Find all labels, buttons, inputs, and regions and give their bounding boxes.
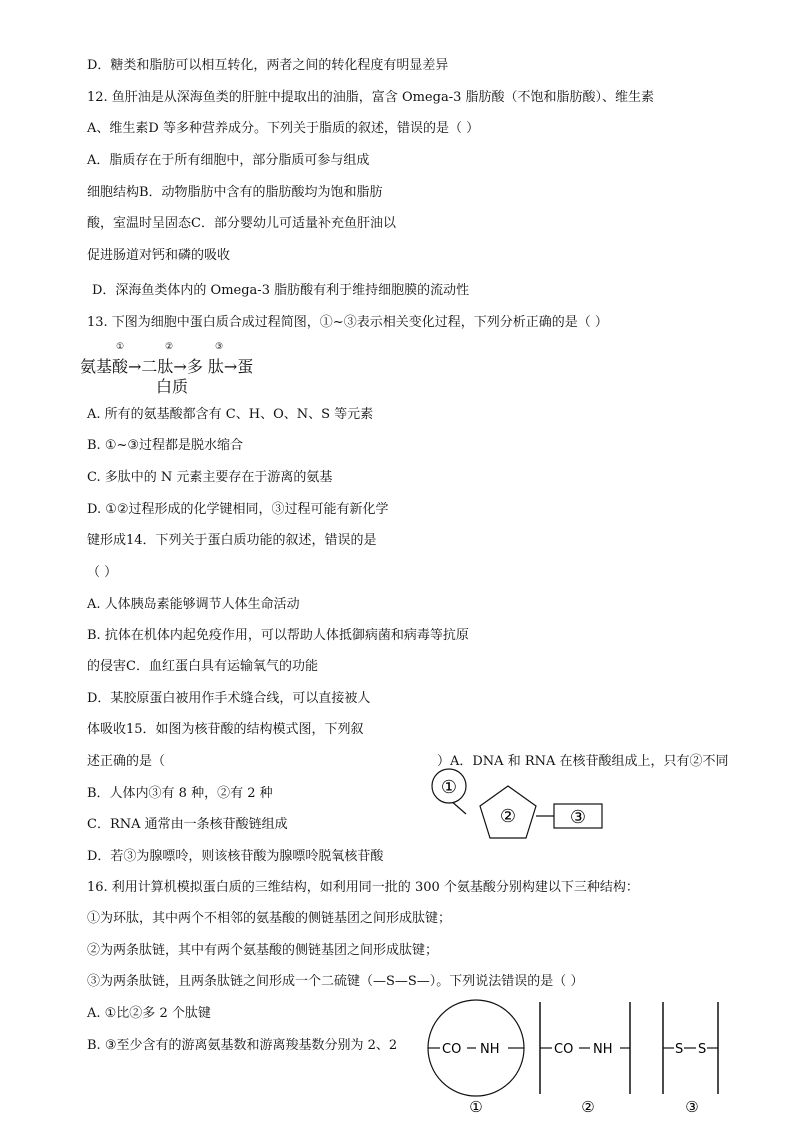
question-14-paren: （ ） [87,565,118,580]
pentose-label: ② [499,806,517,827]
question-15-option-d: D．若③为腺嘌呤，则该核苷酸为腺嘌呤脱氧核苷酸 [87,849,384,864]
sulfur-left: S [675,1042,684,1057]
question-13-stem: 13. 下图为细胞中蛋白质合成过程简图，①~③表示相关变化过程，下列分析正确的是（ ） [87,315,608,330]
question-12-option-c-cont: 促进肠道对钙和磷的吸收 [87,248,231,263]
pathway-main-text: 氨基酸→二肽→多 肽→蛋 [80,357,254,376]
question-15-stem: 体吸收15．如图为核苷酸的结构模式图，下列叙 [87,722,364,737]
question-11-option-d: D．糖类和脂肪可以相互转化，两者之间的转化程度有明显差异 [87,58,449,73]
question-12-stem-line1: 12. 鱼肝油是从深海鱼类的肝脏中提取出的油脂，富含 Omega-3 脂肪酸（不饱和脂肪酸）、维生素 [87,90,654,105]
question-16-stem: 16. 利用计算机模拟蛋白质的三维结构，如利用同一批的 300 个氨基酸分别构建以下三种结构： [87,880,639,895]
question-14-option-d: D．某胶原蛋白被用作手术缝合线，可以直接被人 [87,691,371,706]
question-13-option-a: A. 所有的氨基酸都含有 C、H、O、N、S 等元素 [87,407,374,422]
question-15-option-c: C．RNA 通常由一条核苷酸链组成 [87,817,288,832]
phosphate-label: ① [440,777,458,798]
question-12-option-d: D．深海鱼类体内的 Omega-3 脂肪酸有利于维持细胞膜的流动性 [92,283,470,298]
question-14-stem: 键形成14．下列关于蛋白质功能的叙述，错误的是 [87,533,377,548]
structure-2-label: ② [581,1098,595,1116]
step-3-marker: ③ [215,342,224,352]
base-label: ③ [569,807,587,828]
question-15-option-b: B．人体内③有 8 种，②有 2 种 [87,786,273,801]
peptide-structures-diagram [420,998,740,1121]
cyclic-co: CO [442,1042,462,1057]
question-14-option-b: B. 抗体在机体内起免疫作用，可以帮助人体抵御病菌和病毒等抗原 [87,628,469,643]
nucleotide-diagram [420,764,620,854]
protein-synthesis-pathway [80,342,300,398]
question-14-option-a: A. 人体胰岛素能够调节人体生命活动 [87,597,300,612]
structure-3-label: ③ [685,1098,699,1116]
question-16-structure-3: ③为两条肽链，且两条肽链之间形成一个二硫键（—S—S—）。下列说法错误的是（ ） [87,974,584,989]
question-16-structure-2: ②为两条肽链，其中有两个氨基酸的侧链基团之间形成肽键； [87,943,439,958]
sulfur-right: S [698,1042,707,1057]
question-13-option-d: D. ①②过程形成的化学键相同，③过程可能有新化学 [87,502,389,517]
question-12-stem-line2: A、维生素D 等多种营养成分。下列关于脂质的叙述，错误的是（ ） [87,121,480,136]
pathway-tail-text: 白质 [156,377,189,396]
question-15-option-a: ）A．DNA 和 RNA 在核苷酸组成上，只有②不同 [437,754,729,769]
question-12-option-b: 细胞结构B．动物脂肪中含有的脂肪酸均为饱和脂肪 [87,185,383,200]
chain-2-co: CO [554,1042,574,1057]
chain-2-nh: NH [593,1042,613,1057]
step-2-marker: ② [165,342,174,352]
question-12-option-a: A．脂质存在于所有细胞中，部分脂质可参与组成 [87,153,370,168]
question-15-stem-cont: 述正确的是（ [87,754,166,769]
structure-1-label: ① [469,1098,483,1116]
question-12-option-c: 酸，室温时呈固态C．部分婴幼儿可适量补充鱼肝油以 [87,216,396,231]
question-16-structure-1: ①为环肽，其中两个不相邻的氨基酸的侧链基团之间形成肽键； [87,911,452,926]
question-16-option-a: A. ①比②多 2 个肽键 [87,1006,211,1021]
cyclic-nh: NH [480,1042,500,1057]
question-14-option-c: 的侵害C．血红蛋白具有运输氧气的功能 [87,659,318,674]
question-13-option-b: B. ①~③过程都是脱水缩合 [87,438,244,453]
step-1-marker: ① [116,342,125,352]
question-16-option-b: B. ③至少含有的游离氨基数和游离羧基数分别为 2、2 [87,1038,398,1053]
question-13-option-c: C. 多肽中的 N 元素主要存在于游离的氨基 [87,470,333,485]
